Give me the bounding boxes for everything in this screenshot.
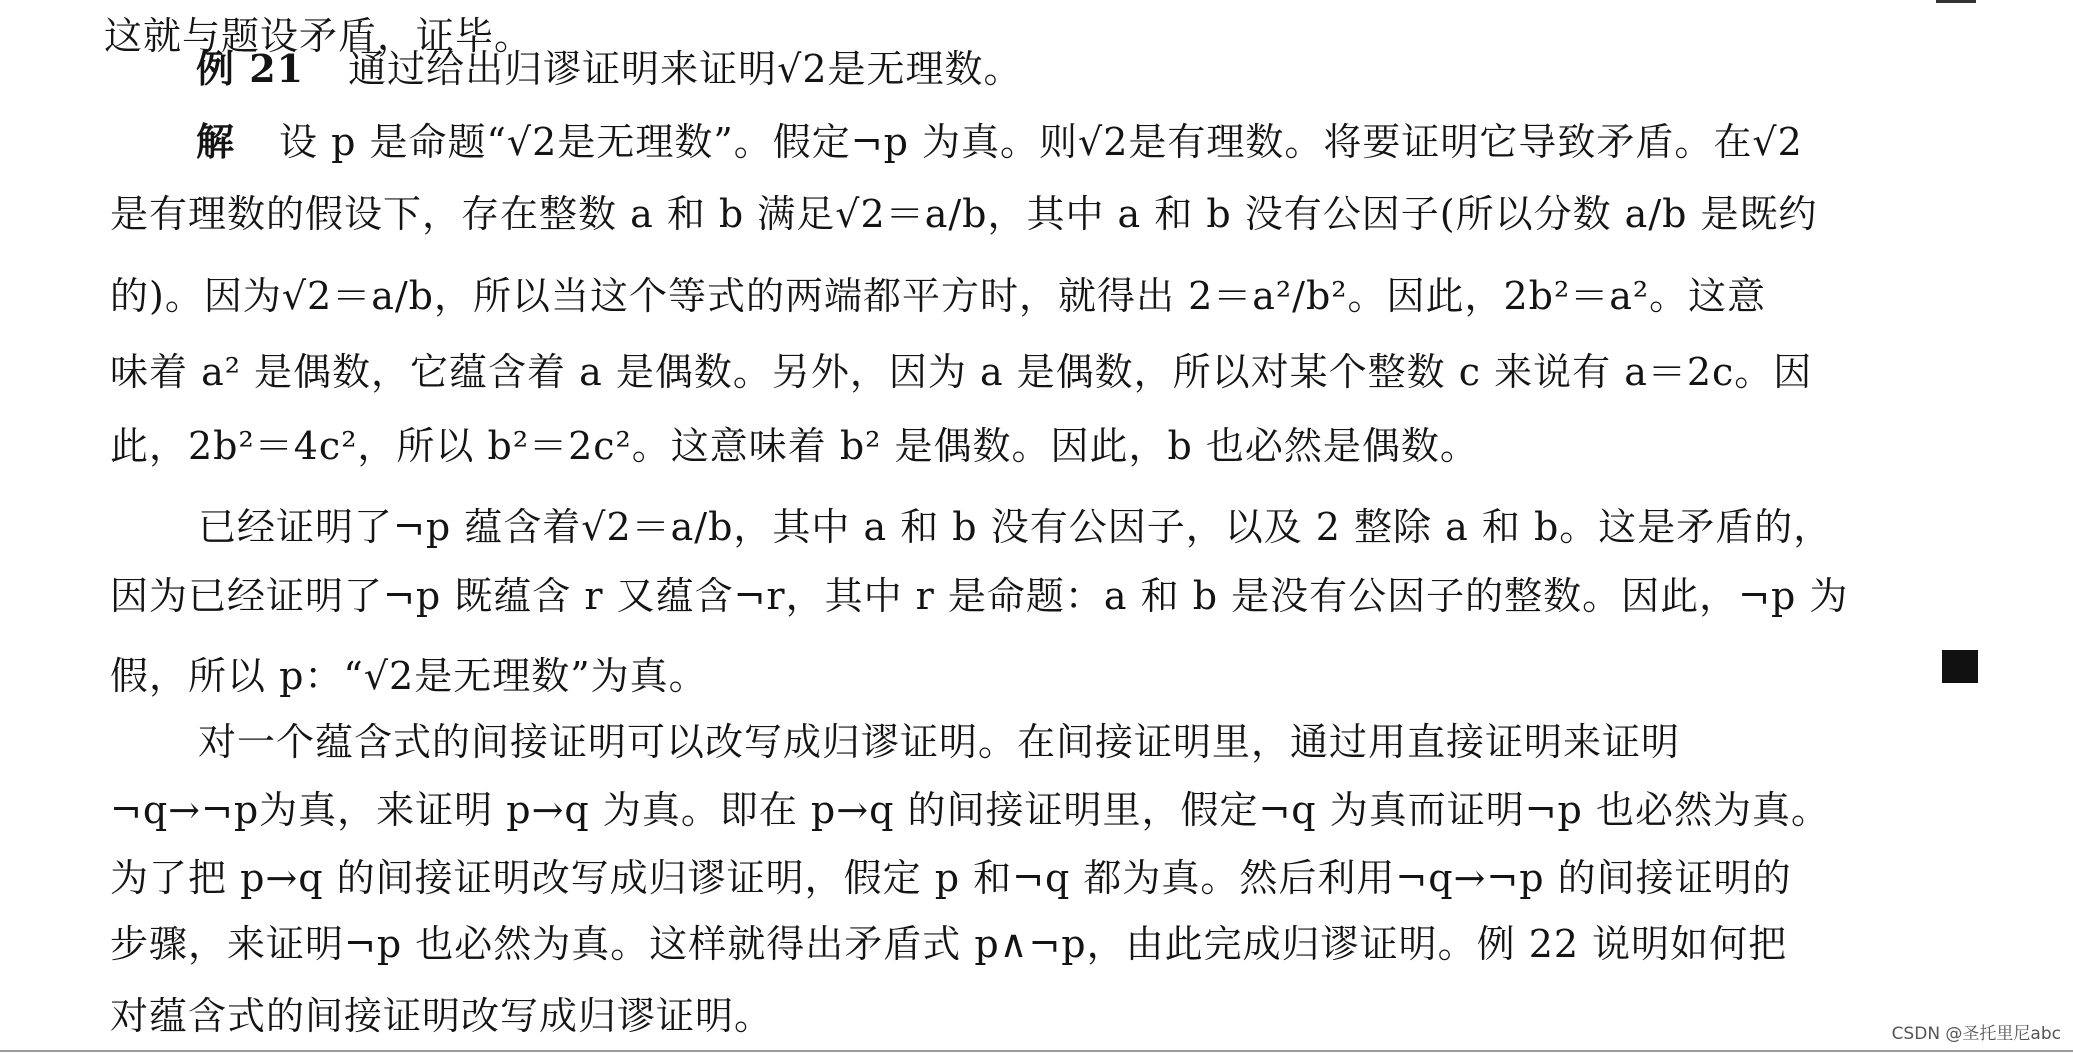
indirect-line-2: ¬q→¬p为真，来证明 p→q 为真。即在 p→q 的间接证明里，假定¬q 为真而证明¬p 也必然为真。 — [110, 788, 1830, 832]
conclusion-line-2: 因为已经证明了¬p 既蕴含 r 又蕴含¬r，其中 r 是命题：a 和 b 是没有公因子的整数。因此，¬p 为 — [110, 574, 1849, 618]
solution-line-3: 的)。因为√2＝a/b，所以当这个等式的两端都平方时，就得出 2＝a²/b²。因此，2b²＝a²。这意 — [110, 274, 1767, 318]
solution-line-4: 味着 a² 是偶数，它蕴含着 a 是偶数。另外，因为 a 是偶数，所以对某个整数 c 来说有 a＝2c。因 — [110, 350, 1813, 394]
solution-line-5: 此，2b²＝4c²，所以 b²＝2c²。这意味着 b² 是偶数。因此，b 也必然是偶数。 — [110, 424, 1479, 468]
solution-line-2: 是有理数的假设下，存在整数 a 和 b 满足√2＝a/b，其中 a 和 b 没有公因子(所以分数 a/b 是既约 — [110, 192, 1818, 236]
corner-mark — [1936, 0, 1976, 3]
example-21-statement: 通过给出归谬证明来证明√2是无理数。 — [348, 47, 1023, 91]
qed-square-icon — [1942, 650, 1978, 683]
indirect-line-4: 步骤，来证明¬p 也必然为真。这样就得出矛盾式 p∧¬p，由此完成归谬证明。例 22 说明如何把 — [110, 922, 1788, 966]
solution-heading: 解 — [196, 119, 236, 164]
example-21-heading: 例 21 — [196, 46, 305, 91]
solution-line-1 — [196, 116, 1803, 168]
indirect-line-1: 对一个蕴含式的间接证明可以改写成归谬证明。在间接证明里，通过用直接证明来证明 — [198, 720, 1681, 764]
example-21-line — [196, 43, 1023, 95]
indirect-line-3: 为了把 p→q 的间接证明改写成归谬证明，假定 p 和¬q 都为真。然后利用¬q→¬p 的间接证明的 — [110, 856, 1792, 900]
conclusion-line-3: 假，所以 p：“√2是无理数”为真。 — [110, 654, 708, 698]
csdn-watermark: CSDN @圣托里尼abc — [1891, 1024, 2061, 1044]
conclusion-line-1: 已经证明了¬p 蕴含着√2＝a/b，其中 a 和 b 没有公因子，以及 2 整除 a 和 b。这是矛盾的， — [198, 505, 1833, 549]
cut-off-line: 这就与题设矛盾，证毕。 — [104, 14, 534, 58]
solution-text-1: 设 p 是命题“√2是无理数”。假定¬p 为真。则√2是有理数。将要证明它导致矛盾。在√2 — [279, 120, 1803, 164]
indirect-line-5: 对蕴含式的间接证明改写成归谬证明。 — [110, 994, 774, 1038]
bottom-divider — [0, 1050, 2073, 1052]
